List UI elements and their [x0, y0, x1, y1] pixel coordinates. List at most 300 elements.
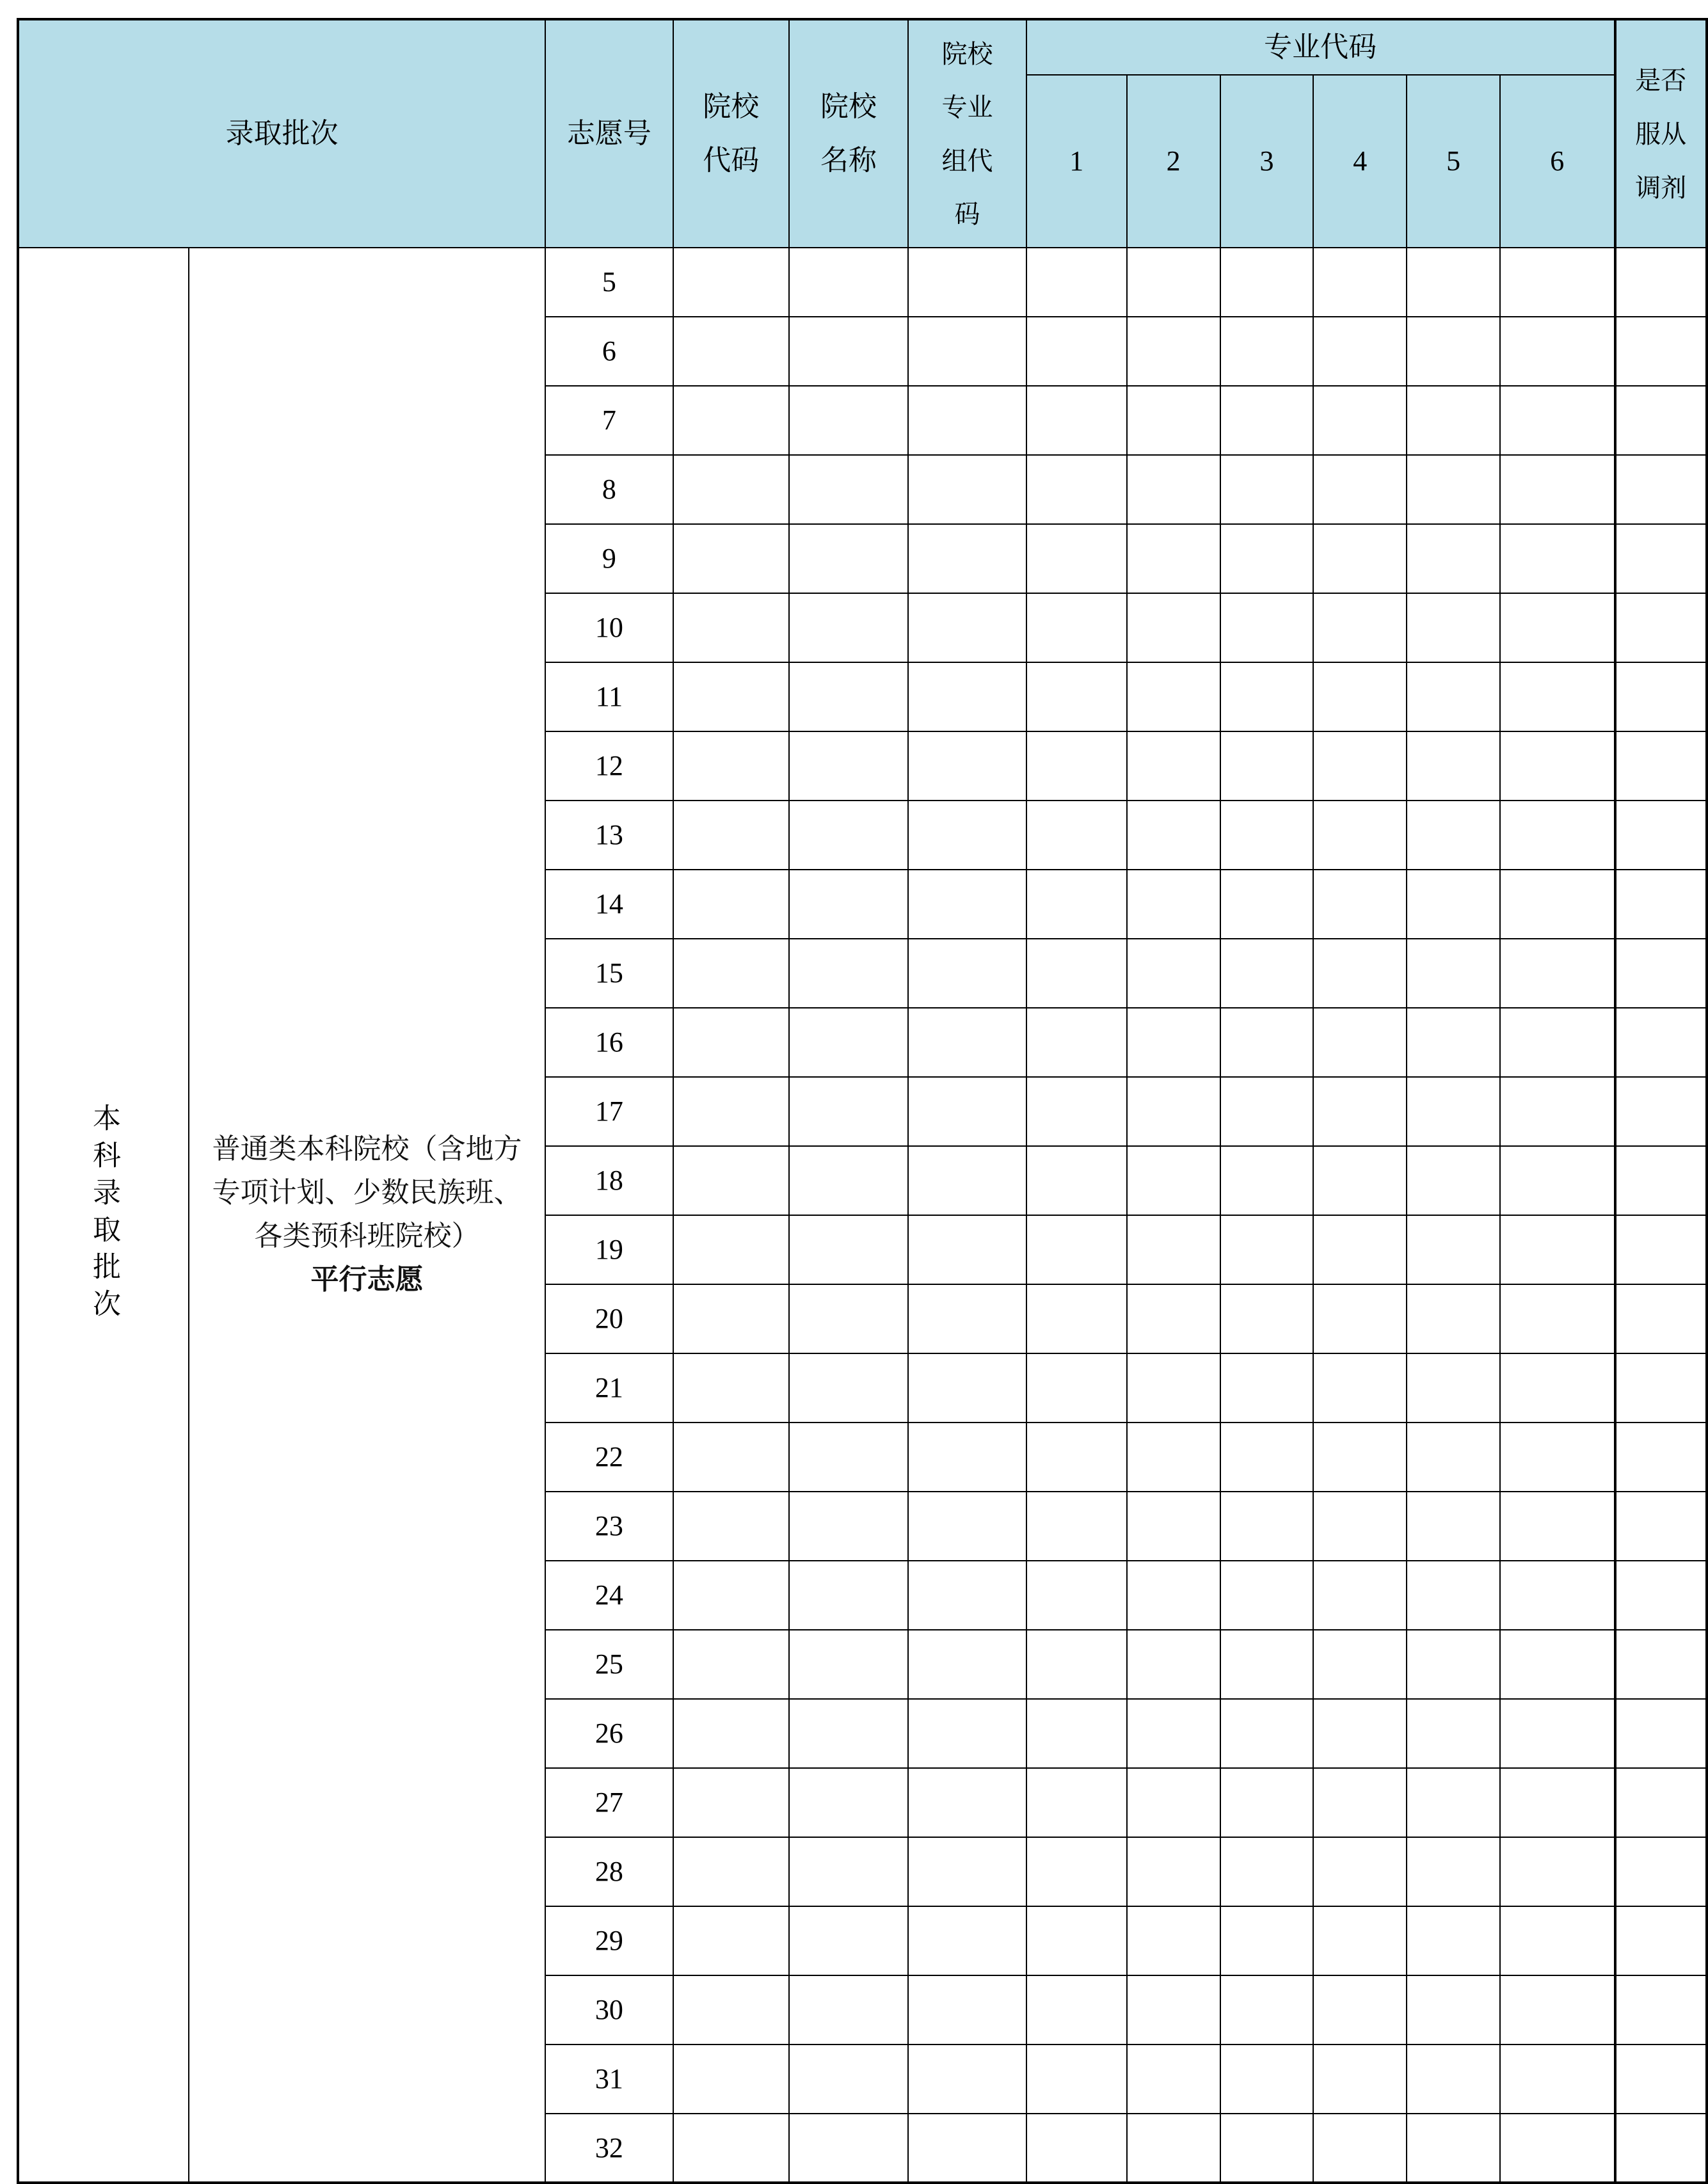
adjust-field[interactable] — [1615, 1975, 1707, 2045]
adjust-field[interactable] — [1615, 386, 1707, 455]
major-code-1-field[interactable] — [1026, 1630, 1127, 1699]
school-name-field[interactable] — [789, 524, 909, 593]
school-code-field[interactable] — [673, 1008, 789, 1077]
major-code-1-field[interactable] — [1026, 1768, 1127, 1837]
major-code-2-field[interactable] — [1127, 1906, 1220, 1975]
major-code-2-field[interactable] — [1127, 1215, 1220, 1284]
major-code-1-field[interactable] — [1026, 1975, 1127, 2045]
school-code-field[interactable] — [673, 248, 789, 317]
major-code-2-field[interactable] — [1127, 593, 1220, 662]
major-code-5-field[interactable] — [1407, 939, 1500, 1008]
school-name-field[interactable] — [789, 1699, 909, 1768]
major-code-5-field[interactable] — [1407, 1146, 1500, 1215]
major-code-3-field[interactable] — [1220, 2114, 1314, 2183]
major-code-6-field[interactable] — [1500, 593, 1615, 662]
group-code-field[interactable] — [908, 455, 1026, 524]
major-code-4-field[interactable] — [1313, 1699, 1407, 1768]
major-code-5-field[interactable] — [1407, 1008, 1500, 1077]
major-code-6-field[interactable] — [1500, 1837, 1615, 1906]
school-name-field[interactable] — [789, 1353, 909, 1423]
major-code-2-field[interactable] — [1127, 524, 1220, 593]
major-code-2-field[interactable] — [1127, 455, 1220, 524]
adjust-field[interactable] — [1615, 1215, 1707, 1284]
major-code-5-field[interactable] — [1407, 317, 1500, 386]
adjust-field[interactable] — [1615, 731, 1707, 801]
major-code-2-field[interactable] — [1127, 731, 1220, 801]
group-code-field[interactable] — [908, 1423, 1026, 1492]
major-code-6-field[interactable] — [1500, 1561, 1615, 1630]
major-code-1-field[interactable] — [1026, 386, 1127, 455]
school-code-field[interactable] — [673, 386, 789, 455]
major-code-6-field[interactable] — [1500, 1077, 1615, 1146]
school-code-field[interactable] — [673, 731, 789, 801]
major-code-1-field[interactable] — [1026, 1492, 1127, 1561]
group-code-field[interactable] — [908, 801, 1026, 870]
major-code-6-field[interactable] — [1500, 731, 1615, 801]
choice-number: 14 — [545, 870, 673, 939]
school-code-field[interactable] — [673, 1561, 789, 1630]
major-code-1-field[interactable] — [1026, 1423, 1127, 1492]
major-code-2-field[interactable] — [1127, 1353, 1220, 1423]
major-code-4-field[interactable] — [1313, 1146, 1407, 1215]
major-code-2-field[interactable] — [1127, 1077, 1220, 1146]
major-code-2-field[interactable] — [1127, 248, 1220, 317]
major-code-3-field[interactable] — [1220, 524, 1314, 593]
major-code-4-field[interactable] — [1313, 248, 1407, 317]
major-code-2-field[interactable] — [1127, 801, 1220, 870]
major-code-5-field[interactable] — [1407, 1077, 1500, 1146]
major-code-1-field[interactable] — [1026, 939, 1127, 1008]
major-code-2-field[interactable] — [1127, 386, 1220, 455]
major-code-1-field[interactable] — [1026, 870, 1127, 939]
major-code-3-field[interactable] — [1220, 1146, 1314, 1215]
major-code-6-field[interactable] — [1500, 1975, 1615, 2045]
major-code-3-field[interactable] — [1220, 248, 1314, 317]
adjust-field[interactable] — [1615, 870, 1707, 939]
major-code-6-field[interactable] — [1500, 317, 1615, 386]
major-code-5-field[interactable] — [1407, 662, 1500, 731]
major-code-2-field[interactable] — [1127, 2114, 1220, 2183]
group-code-field[interactable] — [908, 2114, 1026, 2183]
major-code-2-field[interactable] — [1127, 939, 1220, 1008]
major-code-1-field[interactable] — [1026, 2045, 1127, 2114]
school-code-field[interactable] — [673, 662, 789, 731]
major-code-1-field[interactable] — [1026, 1008, 1127, 1077]
school-name-field[interactable] — [789, 1215, 909, 1284]
school-name-field[interactable] — [789, 1008, 909, 1077]
adjust-field[interactable] — [1615, 1768, 1707, 1837]
major-code-2-field[interactable] — [1127, 662, 1220, 731]
major-code-4-field[interactable] — [1313, 1630, 1407, 1699]
major-code-3-field[interactable] — [1220, 2045, 1314, 2114]
major-code-3-field[interactable] — [1220, 1768, 1314, 1837]
group-code-field[interactable] — [908, 248, 1026, 317]
major-code-2-field[interactable] — [1127, 1837, 1220, 1906]
group-code-field[interactable] — [908, 1492, 1026, 1561]
major-code-4-field[interactable] — [1313, 455, 1407, 524]
school-code-field[interactable] — [673, 801, 789, 870]
major-code-4-field[interactable] — [1313, 1768, 1407, 1837]
adjust-field[interactable] — [1615, 1837, 1707, 1906]
major-code-4-field[interactable] — [1313, 662, 1407, 731]
school-name-field[interactable] — [789, 1630, 909, 1699]
adjust-field[interactable] — [1615, 2045, 1707, 2114]
school-name-field[interactable] — [789, 939, 909, 1008]
header-batch: 录取批次 — [18, 19, 545, 248]
major-code-3-field[interactable] — [1220, 1975, 1314, 2045]
choice-number: 12 — [545, 731, 673, 801]
school-code-field[interactable] — [673, 1215, 789, 1284]
adjust-field[interactable] — [1615, 593, 1707, 662]
major-code-6-field[interactable] — [1500, 1284, 1615, 1353]
major-code-2-field[interactable] — [1127, 1008, 1220, 1077]
major-code-2-field[interactable] — [1127, 317, 1220, 386]
major-code-4-field[interactable] — [1313, 731, 1407, 801]
major-code-2-field[interactable] — [1127, 1423, 1220, 1492]
major-code-6-field[interactable] — [1500, 1906, 1615, 1975]
choice-number: 9 — [545, 524, 673, 593]
major-code-6-field[interactable] — [1500, 1353, 1615, 1423]
major-code-6-field[interactable] — [1500, 1008, 1615, 1077]
adjust-field[interactable] — [1615, 1008, 1707, 1077]
major-code-5-field[interactable] — [1407, 801, 1500, 870]
major-code-1-field[interactable] — [1026, 1906, 1127, 1975]
major-code-4-field[interactable] — [1313, 386, 1407, 455]
major-code-4-field[interactable] — [1313, 1215, 1407, 1284]
school-code-field[interactable] — [673, 1630, 789, 1699]
major-code-3-field[interactable] — [1220, 870, 1314, 939]
major-code-5-field[interactable] — [1407, 2114, 1500, 2183]
school-code-field[interactable] — [673, 939, 789, 1008]
major-code-4-field[interactable] — [1313, 939, 1407, 1008]
school-code-field[interactable] — [673, 2114, 789, 2183]
major-code-6-field[interactable] — [1500, 662, 1615, 731]
major-code-6-field[interactable] — [1500, 870, 1615, 939]
school-code-field[interactable] — [673, 1837, 789, 1906]
group-code-field[interactable] — [908, 939, 1026, 1008]
group-code-field[interactable] — [908, 386, 1026, 455]
major-code-5-field[interactable] — [1407, 1284, 1500, 1353]
school-code-field[interactable] — [673, 1699, 789, 1768]
group-code-field[interactable] — [908, 1699, 1026, 1768]
choice-number: 13 — [545, 801, 673, 870]
school-code-field[interactable] — [673, 1492, 789, 1561]
major-code-col-2: 2 — [1127, 75, 1220, 248]
group-code-field[interactable] — [908, 2045, 1026, 2114]
major-code-5-field[interactable] — [1407, 593, 1500, 662]
major-code-1-field[interactable] — [1026, 593, 1127, 662]
batch-name-cell — [18, 248, 189, 2183]
group-code-field[interactable] — [908, 593, 1026, 662]
adjust-field[interactable] — [1615, 801, 1707, 870]
major-code-6-field[interactable] — [1500, 248, 1615, 317]
major-code-3-field[interactable] — [1220, 1215, 1314, 1284]
major-code-3-field[interactable] — [1220, 1492, 1314, 1561]
major-code-1-field[interactable] — [1026, 248, 1127, 317]
major-code-6-field[interactable] — [1500, 801, 1615, 870]
group-code-field[interactable] — [908, 1837, 1026, 1906]
school-name-field[interactable] — [789, 1837, 909, 1906]
major-code-2-field[interactable] — [1127, 1699, 1220, 1768]
major-code-3-field[interactable] — [1220, 1699, 1314, 1768]
school-code-field[interactable] — [673, 870, 789, 939]
school-code-field[interactable] — [673, 1768, 789, 1837]
adjust-field[interactable] — [1615, 455, 1707, 524]
major-code-1-field[interactable] — [1026, 1353, 1127, 1423]
choice-number: 25 — [545, 1630, 673, 1699]
major-code-5-field[interactable] — [1407, 1423, 1500, 1492]
school-code-field[interactable] — [673, 317, 789, 386]
group-code-field[interactable] — [908, 1284, 1026, 1353]
school-code-field[interactable] — [673, 1975, 789, 2045]
major-code-4-field[interactable] — [1313, 593, 1407, 662]
major-code-6-field[interactable] — [1500, 1423, 1615, 1492]
major-code-4-field[interactable] — [1313, 1353, 1407, 1423]
major-code-6-field[interactable] — [1500, 1699, 1615, 1768]
major-code-4-field[interactable] — [1313, 524, 1407, 593]
major-code-5-field[interactable] — [1407, 731, 1500, 801]
major-code-4-field[interactable] — [1313, 1492, 1407, 1561]
major-code-4-field[interactable] — [1313, 1008, 1407, 1077]
school-name-field[interactable] — [789, 317, 909, 386]
group-code-field[interactable] — [908, 1630, 1026, 1699]
major-code-5-field[interactable] — [1407, 2045, 1500, 2114]
major-code-2-field[interactable] — [1127, 1561, 1220, 1630]
school-code-field[interactable] — [673, 1906, 789, 1975]
major-code-1-field[interactable] — [1026, 801, 1127, 870]
adjust-field[interactable] — [1615, 317, 1707, 386]
major-code-1-field[interactable] — [1026, 662, 1127, 731]
school-name-field[interactable] — [789, 801, 909, 870]
adjust-field[interactable] — [1615, 1284, 1707, 1353]
adjust-field[interactable] — [1615, 939, 1707, 1008]
major-code-1-field[interactable] — [1026, 1146, 1127, 1215]
major-code-3-field[interactable] — [1220, 1837, 1314, 1906]
school-code-field[interactable] — [673, 1077, 789, 1146]
choice-number: 16 — [545, 1008, 673, 1077]
major-code-1-field[interactable] — [1026, 317, 1127, 386]
school-code-field[interactable] — [673, 1423, 789, 1492]
major-code-5-field[interactable] — [1407, 455, 1500, 524]
adjust-field[interactable] — [1615, 1423, 1707, 1492]
school-name-field[interactable] — [789, 455, 909, 524]
major-code-1-field[interactable] — [1026, 1215, 1127, 1284]
adjust-field[interactable] — [1615, 248, 1707, 317]
choice-number: 5 — [545, 248, 673, 317]
adjust-field[interactable] — [1615, 1077, 1707, 1146]
major-code-2-field[interactable] — [1127, 1146, 1220, 1215]
major-code-6-field[interactable] — [1500, 524, 1615, 593]
major-code-5-field[interactable] — [1407, 870, 1500, 939]
major-code-4-field[interactable] — [1313, 2045, 1407, 2114]
major-code-3-field[interactable] — [1220, 731, 1314, 801]
school-name-field[interactable] — [789, 1146, 909, 1215]
major-code-5-field[interactable] — [1407, 1975, 1500, 2045]
major-code-3-field[interactable] — [1220, 593, 1314, 662]
school-name-field[interactable] — [789, 248, 909, 317]
school-name-field[interactable] — [789, 1492, 909, 1561]
group-code-field[interactable] — [908, 662, 1026, 731]
major-code-1-field[interactable] — [1026, 1561, 1127, 1630]
major-code-5-field[interactable] — [1407, 1630, 1500, 1699]
major-code-5-field[interactable] — [1407, 1699, 1500, 1768]
major-code-1-field[interactable] — [1026, 524, 1127, 593]
major-code-5-field[interactable] — [1407, 1906, 1500, 1975]
major-code-4-field[interactable] — [1313, 1284, 1407, 1353]
adjust-field[interactable] — [1615, 1353, 1707, 1423]
school-name-field[interactable] — [789, 662, 909, 731]
major-code-3-field[interactable] — [1220, 386, 1314, 455]
school-code-field[interactable] — [673, 1146, 789, 1215]
school-name-field[interactable] — [789, 1906, 909, 1975]
adjust-field[interactable] — [1615, 1630, 1707, 1699]
adjust-field[interactable] — [1615, 1906, 1707, 1975]
major-code-6-field[interactable] — [1500, 939, 1615, 1008]
major-code-2-field[interactable] — [1127, 1284, 1220, 1353]
group-code-field[interactable] — [908, 870, 1026, 939]
major-code-4-field[interactable] — [1313, 1975, 1407, 2045]
major-code-4-field[interactable] — [1313, 1906, 1407, 1975]
major-code-1-field[interactable] — [1026, 2114, 1127, 2183]
major-code-6-field[interactable] — [1500, 1215, 1615, 1284]
major-code-5-field[interactable] — [1407, 1837, 1500, 1906]
major-code-4-field[interactable] — [1313, 801, 1407, 870]
header-major-codes: 专业代码 — [1026, 19, 1615, 75]
major-code-3-field[interactable] — [1220, 1561, 1314, 1630]
major-code-3-field[interactable] — [1220, 662, 1314, 731]
adjust-field[interactable] — [1615, 1492, 1707, 1561]
major-code-4-field[interactable] — [1313, 1837, 1407, 1906]
school-name-field[interactable] — [789, 731, 909, 801]
group-code-field[interactable] — [908, 1215, 1026, 1284]
group-code-field[interactable] — [908, 1353, 1026, 1423]
major-code-6-field[interactable] — [1500, 1146, 1615, 1215]
group-code-field[interactable] — [908, 1975, 1026, 2045]
school-name-field[interactable] — [789, 2045, 909, 2114]
school-code-field[interactable] — [673, 593, 789, 662]
major-code-5-field[interactable] — [1407, 248, 1500, 317]
major-code-5-field[interactable] — [1407, 386, 1500, 455]
major-code-3-field[interactable] — [1220, 1423, 1314, 1492]
major-code-3-field[interactable] — [1220, 1353, 1314, 1423]
group-code-field[interactable] — [908, 1008, 1026, 1077]
school-name-field[interactable] — [789, 1423, 909, 1492]
choice-number: 7 — [545, 386, 673, 455]
major-code-4-field[interactable] — [1313, 870, 1407, 939]
adjust-field[interactable] — [1615, 524, 1707, 593]
adjust-field[interactable] — [1615, 662, 1707, 731]
adjust-field[interactable] — [1615, 2114, 1707, 2183]
major-code-4-field[interactable] — [1313, 317, 1407, 386]
major-code-3-field[interactable] — [1220, 1077, 1314, 1146]
major-code-5-field[interactable] — [1407, 1492, 1500, 1561]
major-code-1-field[interactable] — [1026, 455, 1127, 524]
major-code-5-field[interactable] — [1407, 1561, 1500, 1630]
major-code-2-field[interactable] — [1127, 870, 1220, 939]
major-code-1-field[interactable] — [1026, 1837, 1127, 1906]
major-code-3-field[interactable] — [1220, 1284, 1314, 1353]
major-code-5-field[interactable] — [1407, 1215, 1500, 1284]
school-name-field[interactable] — [789, 1975, 909, 2045]
school-name-field[interactable] — [789, 1561, 909, 1630]
choice-number: 21 — [545, 1353, 673, 1423]
major-code-3-field[interactable] — [1220, 1008, 1314, 1077]
header-school-code: 院校 代码 — [673, 19, 789, 248]
choice-number: 6 — [545, 317, 673, 386]
header-school-name: 院校 名称 — [789, 19, 909, 248]
major-code-4-field[interactable] — [1313, 1077, 1407, 1146]
group-code-field[interactable] — [908, 317, 1026, 386]
school-name-field[interactable] — [789, 870, 909, 939]
major-code-1-field[interactable] — [1026, 1699, 1127, 1768]
school-code-field[interactable] — [673, 1353, 789, 1423]
major-code-6-field[interactable] — [1500, 455, 1615, 524]
major-code-2-field[interactable] — [1127, 1768, 1220, 1837]
school-name-field[interactable] — [789, 1768, 909, 1837]
choice-number: 26 — [545, 1699, 673, 1768]
school-name-field[interactable] — [789, 2114, 909, 2183]
major-code-3-field[interactable] — [1220, 317, 1314, 386]
major-code-2-field[interactable] — [1127, 1492, 1220, 1561]
major-code-5-field[interactable] — [1407, 524, 1500, 593]
group-code-field[interactable] — [908, 1077, 1026, 1146]
major-code-1-field[interactable] — [1026, 1077, 1127, 1146]
major-code-6-field[interactable] — [1500, 1630, 1615, 1699]
major-code-1-field[interactable] — [1026, 1284, 1127, 1353]
school-name-field[interactable] — [789, 1077, 909, 1146]
school-code-field[interactable] — [673, 524, 789, 593]
school-code-field[interactable] — [673, 2045, 789, 2114]
school-name-field[interactable] — [789, 593, 909, 662]
group-code-field[interactable] — [908, 1561, 1026, 1630]
group-code-field[interactable] — [908, 1906, 1026, 1975]
adjust-field[interactable] — [1615, 1699, 1707, 1768]
school-code-field[interactable] — [673, 1284, 789, 1353]
major-code-5-field[interactable] — [1407, 1353, 1500, 1423]
adjust-field[interactable] — [1615, 1146, 1707, 1215]
major-code-3-field[interactable] — [1220, 1630, 1314, 1699]
group-code-field[interactable] — [908, 1768, 1026, 1837]
major-code-6-field[interactable] — [1500, 386, 1615, 455]
major-code-6-field[interactable] — [1500, 2045, 1615, 2114]
choice-number: 11 — [545, 662, 673, 731]
major-code-6-field[interactable] — [1500, 1492, 1615, 1561]
major-code-4-field[interactable] — [1313, 1561, 1407, 1630]
school-name-field[interactable] — [789, 386, 909, 455]
group-code-field[interactable] — [908, 524, 1026, 593]
major-code-6-field[interactable] — [1500, 2114, 1615, 2183]
major-code-4-field[interactable] — [1313, 2114, 1407, 2183]
major-code-3-field[interactable] — [1220, 455, 1314, 524]
school-code-field[interactable] — [673, 455, 789, 524]
major-code-1-field[interactable] — [1026, 731, 1127, 801]
major-code-5-field[interactable] — [1407, 1768, 1500, 1837]
header-choice-no: 志愿号 — [545, 19, 673, 248]
major-code-4-field[interactable] — [1313, 1423, 1407, 1492]
major-code-3-field[interactable] — [1220, 801, 1314, 870]
group-code-field[interactable] — [908, 731, 1026, 801]
group-code-field[interactable] — [908, 1146, 1026, 1215]
major-code-3-field[interactable] — [1220, 1906, 1314, 1975]
choice-number: 30 — [545, 1975, 673, 2045]
adjust-field[interactable] — [1615, 1561, 1707, 1630]
major-code-2-field[interactable] — [1127, 1975, 1220, 2045]
school-name-field[interactable] — [789, 1284, 909, 1353]
major-code-2-field[interactable] — [1127, 2045, 1220, 2114]
major-code-3-field[interactable] — [1220, 939, 1314, 1008]
major-code-2-field[interactable] — [1127, 1630, 1220, 1699]
major-code-6-field[interactable] — [1500, 1768, 1615, 1837]
